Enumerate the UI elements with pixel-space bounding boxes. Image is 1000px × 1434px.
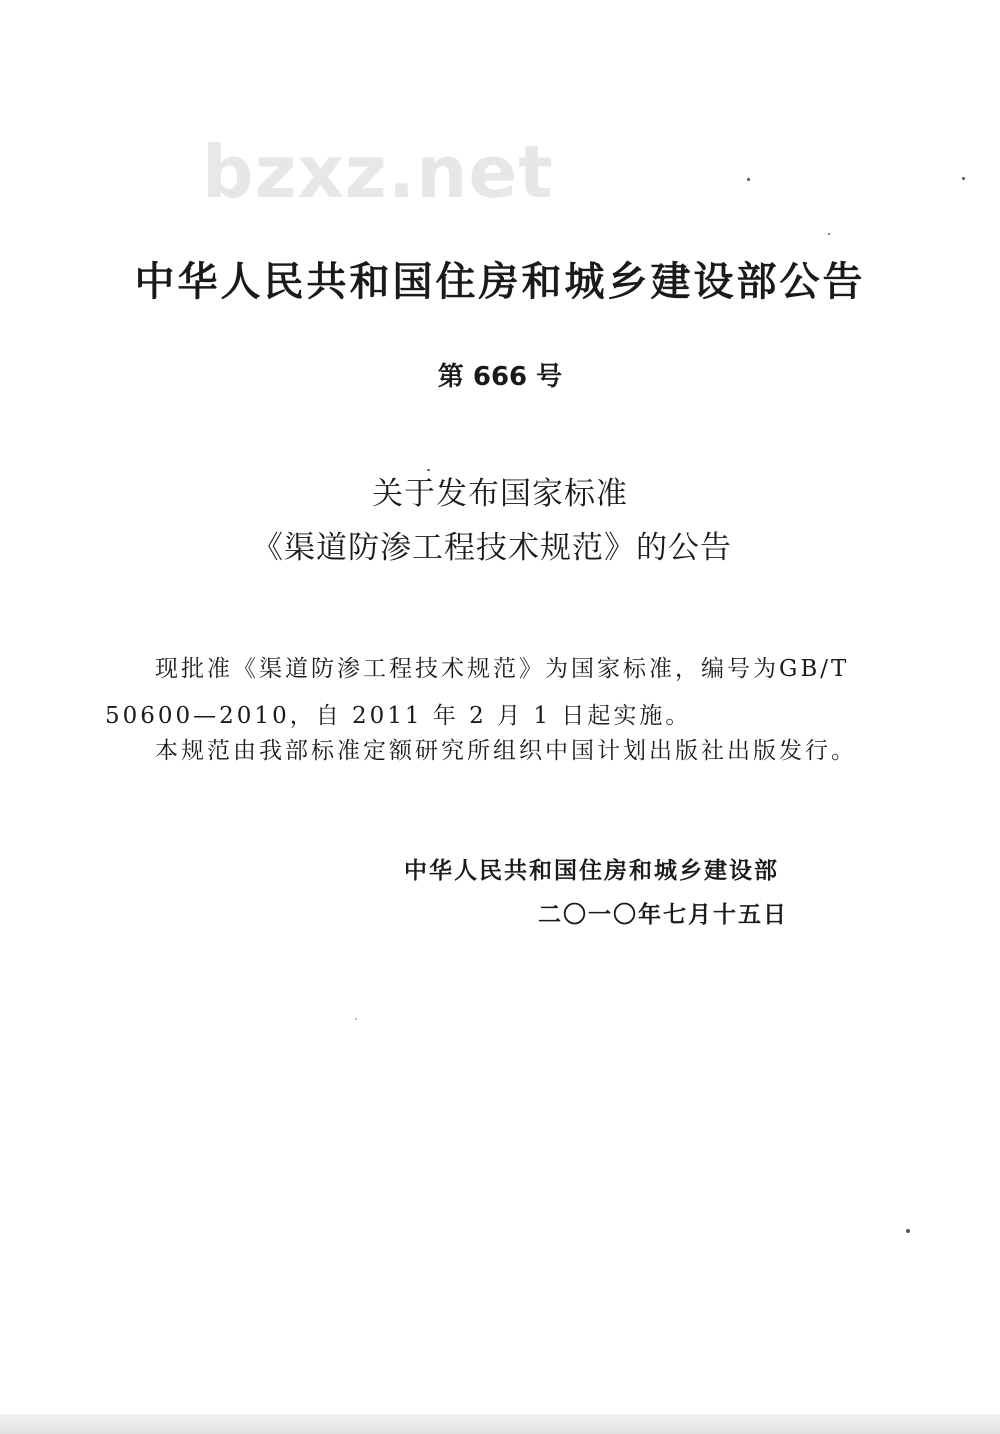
- announcement-subtitle-line2: 《渠道防渗工程技术规范》的公告: [252, 530, 732, 566]
- page-bottom-edge: [0, 1414, 1000, 1434]
- issuing-authority: 中华人民共和国住房和城乡建设部: [404, 858, 779, 884]
- scan-speck: [355, 1018, 357, 1020]
- scan-speck: [906, 1229, 910, 1233]
- announcement-subtitle-line1: 关于发布国家标准: [372, 476, 628, 512]
- watermark: bzxz.net: [202, 130, 554, 214]
- body-paragraph-2-text: 本规范由我部标准定额研究所组织中国计划出版社出版发行。: [155, 738, 857, 764]
- scan-speck: [962, 177, 965, 180]
- scan-speck: [828, 233, 830, 235]
- body-paragraph-2: [105, 728, 867, 775]
- issue-date: 二〇一〇年七月十五日: [538, 902, 788, 928]
- scan-speck: [427, 469, 430, 471]
- announcement-number: 第 666 号: [437, 362, 563, 392]
- announcement-title: 中华人民共和国住房和城乡建设部公告: [134, 259, 866, 305]
- body-paragraph-1: [105, 646, 867, 740]
- body-paragraph-1-text: 现批准《渠道防渗工程技术规范》为国家标准，编号为GB/T 50600—2010，自 2011 年 2 月 1 日起实施。: [105, 656, 850, 729]
- scan-speck: [747, 178, 750, 181]
